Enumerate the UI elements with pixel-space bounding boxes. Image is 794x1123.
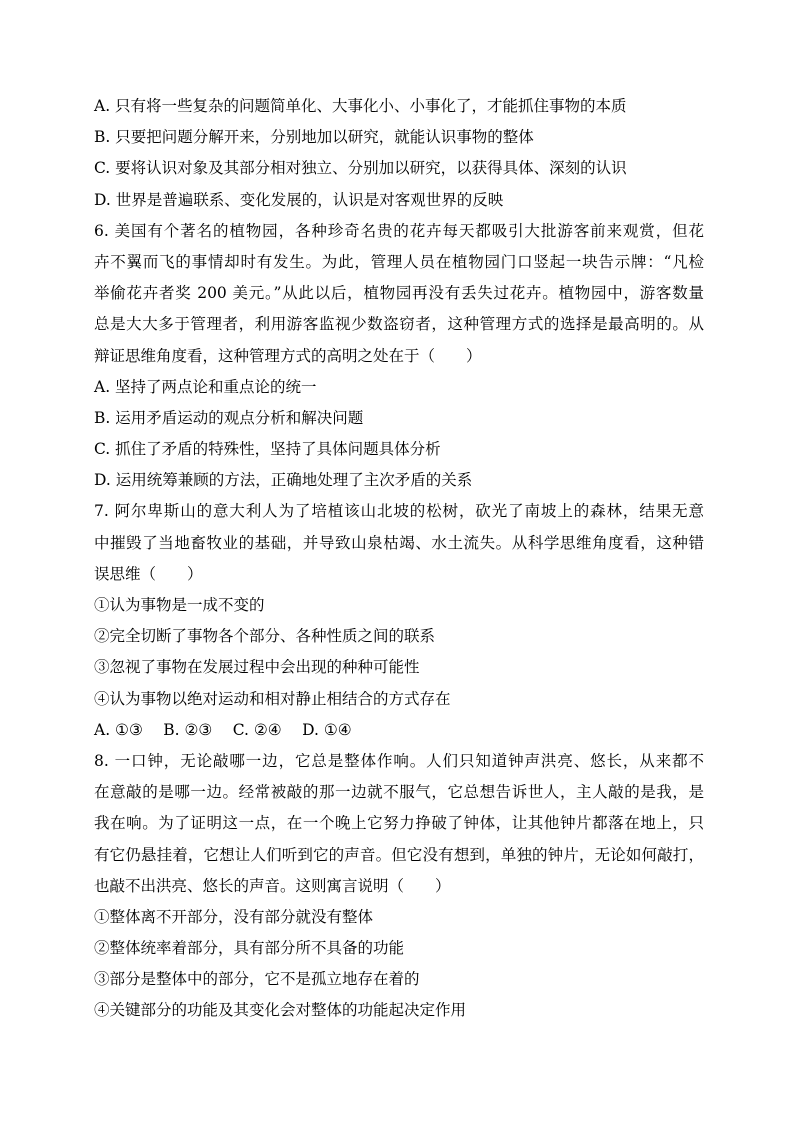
statement-item: ③忽视了事物在发展过程中会出现的种种可能性 — [94, 658, 420, 677]
option-c: C. 抓住了矛盾的特殊性，坚持了具体问题具体分析 — [94, 440, 441, 459]
option-a: A. 坚持了两点论和重点论的统一 — [94, 377, 317, 396]
question-6-stem-line: 辩证思维角度看，这种管理方式的高明之处在于（ ） — [94, 346, 482, 365]
answer-options: A. ①③ B. ②③ C. ②④ D. ①④ — [94, 720, 352, 739]
question-6-stem-line: 总是大大多于管理者，利用游客监视少数盗窃者，这种管理方式的选择是最高明的。从 — [94, 315, 704, 334]
question-6-stem-line: 卉不翼而飞的事情却时有发生。为此，管理人员在植物园门口竖起一块告示牌：“凡检 — [94, 252, 704, 271]
question-6 — [94, 216, 704, 497]
statement-item: ①认为事物是一成不变的 — [94, 596, 265, 614]
question-8-stem-line: 在意敲的是哪一边。经常被敲的那一边就不服气，它总想告诉世人，主人敲的是我，是 — [94, 783, 704, 802]
exam-page — [94, 91, 704, 1027]
question-6-stem-line: 举偷花卉者奖 200 美元。”从此以后，植物园再没有丢失过花卉。植物园中，游客数量 — [94, 284, 704, 303]
statement-item: ①整体离不开部分，没有部分就没有整体 — [94, 907, 374, 926]
option-b: B. 只要把问题分解开来，分别地加以研究，就能认识事物的整体 — [94, 128, 534, 147]
question-8-stem-line: 我在响。为了证明这一点，在一个晚上它努力挣破了钟体，让其他钟片都落在地上，只 — [94, 814, 704, 833]
statement-item: ②整体统率着部分，具有部分所不具备的功能 — [94, 939, 405, 958]
question-8 — [94, 746, 704, 1027]
statement-item: ②完全切断了事物各个部分、各种性质之间的联系 — [94, 627, 436, 646]
question-8-stem-line: 也敲不出洪亮、悠长的声音。这则寓言说明（ ） — [94, 876, 451, 895]
statement-item: ④关键部分的功能及其变化会对整体的功能起决定作用 — [94, 1001, 467, 1020]
statement-item: ④认为事物以绝对运动和相对静止相结合的方式存在 — [94, 689, 451, 708]
question-8-stem-line: 有它仍悬挂着，它想让人们听到它的声音。但它没有想到，单独的钟片，无论如何敲打， — [94, 845, 704, 864]
option-b: B. 运用矛盾运动的观点分析和解决问题 — [94, 408, 364, 427]
question-8-stem-line: 8. 一口钟，无论敲哪一边，它总是整体作响。人们只知道钟声洪亮、悠长，从来都不 — [94, 751, 704, 770]
option-d: D. 运用统筹兼顾的方法，正确地处理了主次矛盾的关系 — [94, 471, 473, 490]
question-7-stem-line: 误思维（ ） — [94, 564, 203, 583]
option-a: A. 只有将一些复杂的问题简单化、大事化小、小事化了，才能抓住事物的本质 — [94, 97, 627, 115]
question-7 — [94, 496, 704, 746]
question-7-stem-line: 中摧毁了当地畜牧业的基础，并导致山泉枯竭、水土流失。从科学思维角度看，这种错 — [94, 533, 704, 552]
statement-item: ③部分是整体中的部分，它不是孤立地存在着的 — [94, 970, 420, 989]
option-d: D. 世界是普遍联系、变化发展的，认识是对客观世界的反映 — [94, 190, 504, 209]
question-5-options — [94, 91, 704, 216]
question-6-stem-line: 6. 美国有个著名的植物园，各种珍奇名贵的花卉每天都吸引大批游客前来观赏，但花 — [94, 221, 704, 240]
option-c: C. 要将认识对象及其部分相对独立、分别加以研究，以获得具体、深刻的认识 — [94, 159, 627, 178]
question-7-stem-line: 7. 阿尔卑斯山的意大利人为了培植该山北坡的松树，砍光了南坡上的森林，结果无意 — [94, 502, 704, 521]
